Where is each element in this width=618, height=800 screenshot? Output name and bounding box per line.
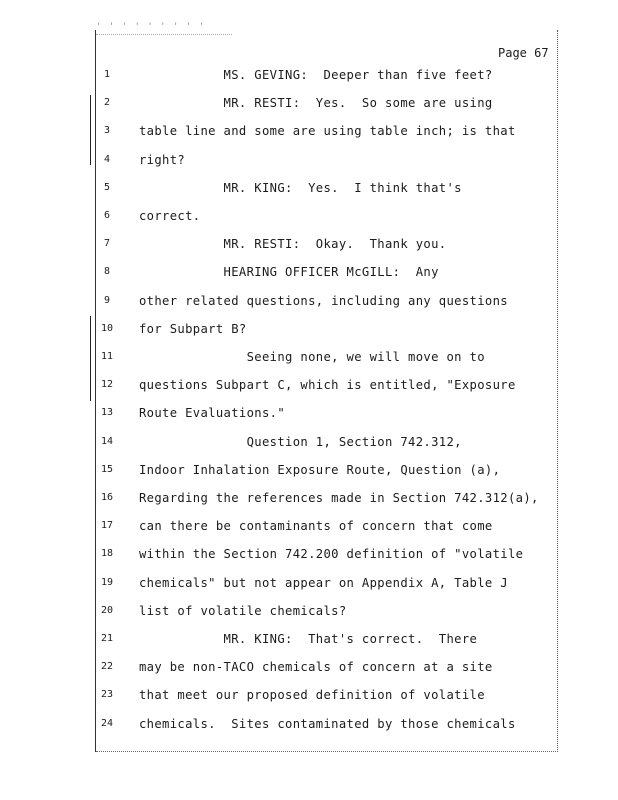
top-rule [96,34,232,35]
line-text: list of volatile chemicals? [139,603,347,618]
line-text: correct. [139,209,201,223]
transcript-line [0,601,618,621]
line-number: 14 [100,435,114,447]
line-text: questions Subpart C, which is entitled, "Exposure [139,378,516,393]
line-number: 4 [103,153,111,165]
line-number: 2 [103,97,111,109]
line-text: HEARING OFFICER McGILL: Any [139,265,439,280]
transcript-line [0,65,618,85]
line-number: 11 [100,351,114,362]
line-number: 13 [100,407,114,419]
transcript-line [0,685,618,705]
transcript-line [0,178,618,198]
line-text: other related questions, including any questions [139,293,508,308]
transcript-line [0,516,618,536]
line-number: 1 [103,69,111,80]
line-text: Question 1, Section 742.312, [139,434,462,449]
line-number: 15 [100,463,114,475]
line-number: 9 [103,294,111,306]
line-number: 7 [103,238,111,250]
line-text: chemicals" but not appear on Appendix A, Table J [139,575,508,590]
transcript-line [0,629,618,649]
page-number-label: Page 67 [498,46,549,60]
line-text: that meet our proposed definition of volatile [139,688,485,703]
line-text: chemicals. Sites contaminated by those chemicals [139,716,516,731]
line-number: 10 [100,322,114,334]
line-number: 12 [100,379,114,391]
line-number: 16 [100,492,114,503]
line-text: Seeing none, we will move on to [139,350,485,364]
transcript-line [0,291,618,311]
line-number: 3 [103,125,111,137]
transcript-line [0,347,618,367]
line-number: 17 [100,520,114,532]
line-text: may be non-TACO chemicals of concern at a site [139,660,493,675]
line-text: MS. GEVING: Deeper than five feet? [139,68,493,82]
line-number: 19 [100,576,114,588]
transcript-line [0,403,618,423]
line-number: 18 [100,548,114,560]
line-text: MR. RESTI: Okay. Thank you. [139,237,447,252]
line-text: within the Section 742.200 definition of "volatile [139,547,524,562]
line-text: Route Evaluations." [139,406,286,421]
transcript-line [0,206,618,226]
transcript-line [0,150,618,170]
transcript-line [0,375,618,395]
transcript-line [0,432,618,452]
line-number: 6 [103,210,111,221]
line-number: 22 [100,661,114,673]
line-text: Indoor Inhalation Exposure Route, Question (a), [139,462,501,477]
transcript-line [0,262,618,282]
line-text: MR. KING: That's correct. There [139,632,478,646]
transcript-line [0,234,618,254]
transcript-line [0,460,618,480]
line-number: 24 [100,717,114,729]
transcript-line [0,488,618,508]
header-fragment: ' ' ' ' ' ' ' ' ' [96,22,206,32]
transcript-line [0,714,618,734]
line-number: 8 [103,266,111,278]
transcript-line [0,121,618,141]
line-number: 20 [100,604,114,616]
line-text: for Subpart B? [139,321,247,336]
line-number: 21 [100,633,114,644]
line-text: Regarding the references made in Section 742.312(a), [139,491,539,505]
line-text: can there be contaminants of concern that come [139,519,493,534]
line-text: MR. KING: Yes. I think that's [139,180,462,195]
line-number: 23 [100,689,114,701]
transcript-line [0,544,618,564]
transcript-line [0,657,618,677]
line-text: MR. RESTI: Yes. So some are using [139,96,493,111]
line-number: 5 [103,181,111,193]
line-text: table line and some are using table inch; is that [139,124,516,139]
bottom-rule [96,751,558,752]
transcript-line [0,319,618,339]
transcript-line [0,93,618,113]
transcript-line [0,573,618,593]
line-text: right? [139,152,186,167]
